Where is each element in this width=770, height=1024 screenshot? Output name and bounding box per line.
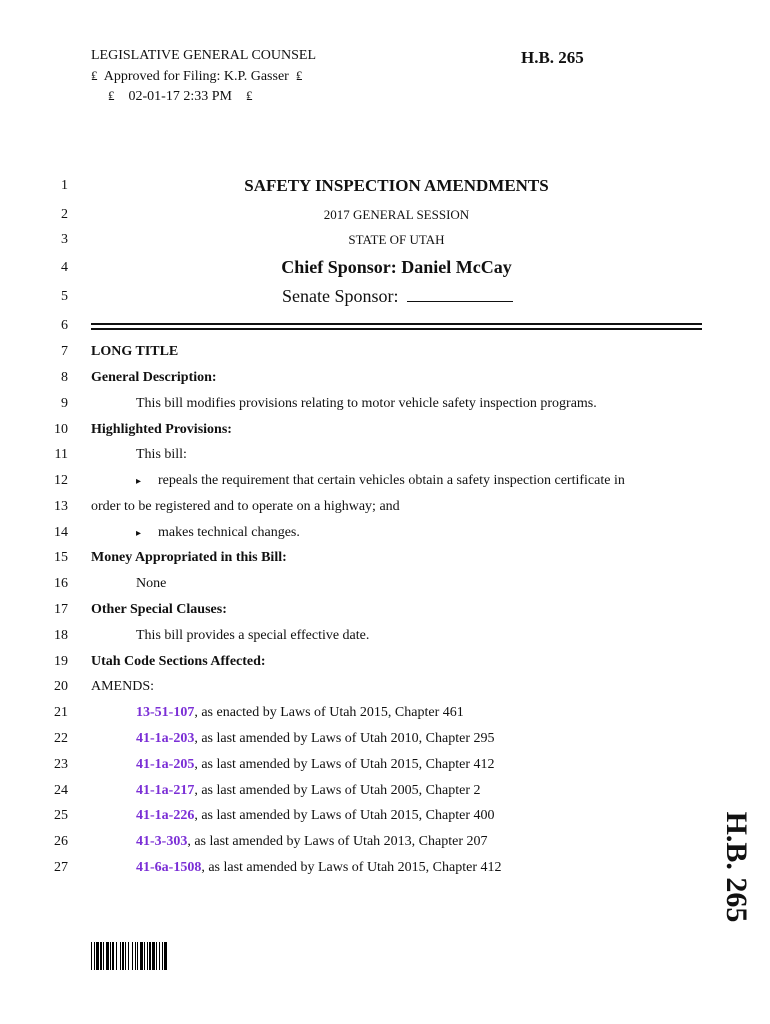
section-description: , as last amended by Laws of Utah 2015, Chapter 400 [194, 808, 495, 823]
provision-text: makes technical changes. [158, 525, 300, 540]
approval-text: Approved for Filing: K.P. Gasser [103, 69, 289, 84]
senate-sponsor-label: Senate Sponsor: [282, 286, 399, 306]
section-entry [136, 703, 464, 723]
section-description: , as last amended by Laws of Utah 2010, Chapter 295 [194, 731, 495, 746]
money-heading: Money Appropriated in this Bill: [91, 550, 287, 565]
special-clauses-heading: Other Special Clauses: [91, 602, 227, 617]
pound-symbol-icon: ₤ [91, 68, 98, 83]
line-number: 9 [61, 396, 68, 411]
line-number: 20 [54, 679, 68, 694]
line-number: 13 [54, 499, 68, 514]
section-code-link[interactable]: 13-51-107 [136, 705, 195, 720]
filing-timestamp: 02-01-17 2:33 PM [128, 89, 232, 104]
line-number: 19 [54, 654, 68, 669]
line-number: 2 [61, 207, 68, 222]
line-number: 11 [54, 447, 68, 462]
highlighted-provisions-heading: Highlighted Provisions: [91, 422, 232, 437]
line-number: 1 [61, 178, 68, 193]
line-number: 12 [54, 473, 68, 488]
line-number: 8 [61, 370, 68, 385]
sponsor-blank-line [407, 287, 513, 302]
sections-affected-heading: Utah Code Sections Affected: [91, 654, 266, 669]
bill-number: H.B. 265 [521, 48, 584, 67]
line-number: 18 [54, 628, 68, 643]
approval-line [91, 66, 302, 87]
line-number: 6 [61, 318, 68, 333]
line-number: 26 [54, 834, 68, 849]
line-number: 15 [54, 550, 68, 565]
section-code-link[interactable]: 41-1a-203 [136, 731, 195, 746]
section-description: , as last amended by Laws of Utah 2013, Chapter 207 [187, 834, 488, 849]
provision-item [136, 471, 625, 492]
money-text: None [136, 576, 167, 591]
title-divider [91, 328, 702, 330]
section-code-link[interactable]: 41-6a-1508 [136, 860, 202, 875]
line-number: 7 [61, 344, 68, 359]
counsel-heading: LEGISLATIVE GENERAL COUNSEL [91, 48, 317, 63]
section-description: , as last amended by Laws of Utah 2015, Chapter 412 [201, 860, 502, 875]
line-number: 21 [54, 705, 68, 720]
long-title-heading: LONG TITLE [91, 344, 179, 359]
filing-timestamp-line [108, 86, 252, 107]
state-label: STATE OF UTAH [348, 232, 445, 247]
line-number: 14 [54, 525, 68, 540]
bill-title: SAFETY INSPECTION AMENDMENTS [244, 176, 549, 195]
title-divider [91, 323, 702, 325]
section-description: , as last amended by Laws of Utah 2005, Chapter 2 [194, 783, 481, 798]
section-code-link[interactable]: 41-1a-217 [136, 783, 195, 798]
section-entry [136, 832, 487, 852]
line-number: 5 [61, 289, 68, 304]
barcode-icon [91, 942, 231, 970]
section-description: , as last amended by Laws of Utah 2015, Chapter 412 [194, 757, 495, 772]
special-clauses-text: This bill provides a special effective date. [136, 628, 370, 643]
line-number: 27 [54, 860, 68, 875]
line-number: 23 [54, 757, 68, 772]
side-bill-number: H.B. 265 [720, 811, 753, 923]
provision-item [136, 523, 300, 544]
line-number: 24 [54, 783, 68, 798]
section-entry [136, 729, 494, 749]
section-description: , as enacted by Laws of Utah 2015, Chapter 461 [194, 705, 464, 720]
session-label: 2017 GENERAL SESSION [323, 207, 470, 222]
line-number: 3 [61, 232, 68, 247]
amends-label: AMENDS: [91, 679, 155, 694]
provision-continuation: order to be registered and to operate on a highway; and [91, 499, 400, 514]
section-code-link[interactable]: 41-1a-205 [136, 757, 195, 772]
line-number: 17 [54, 602, 68, 617]
chief-sponsor: Chief Sponsor: Daniel McCay [281, 257, 512, 277]
section-code-link[interactable]: 41-3-303 [136, 834, 188, 849]
line-number: 16 [54, 576, 68, 591]
bullet-arrow-icon: ▸ [136, 476, 142, 487]
description-text: This bill modifies provisions relating to motor vehicle safety inspection programs. [136, 396, 597, 411]
pound-symbol-icon: ₤ [245, 88, 253, 103]
senate-sponsor-line [282, 286, 513, 309]
section-entry [136, 806, 494, 826]
section-entry [136, 755, 494, 775]
bullet-arrow-icon: ▸ [136, 528, 142, 539]
pound-symbol-icon: ₤ [295, 68, 303, 83]
section-entry [136, 858, 501, 878]
side-bill-label [714, 812, 758, 922]
provision-text: repeals the requirement that certain vehicles obtain a safety inspection certificate in [158, 473, 625, 488]
general-description-heading: General Description: [91, 370, 217, 385]
line-number: 22 [54, 731, 68, 746]
section-entry [136, 781, 480, 801]
line-number: 4 [61, 260, 68, 275]
pound-symbol-icon: ₤ [108, 88, 115, 103]
line-number: 25 [54, 808, 68, 823]
line-number: 10 [54, 422, 68, 437]
section-code-link[interactable]: 41-1a-226 [136, 808, 195, 823]
this-bill-text: This bill: [136, 447, 187, 462]
